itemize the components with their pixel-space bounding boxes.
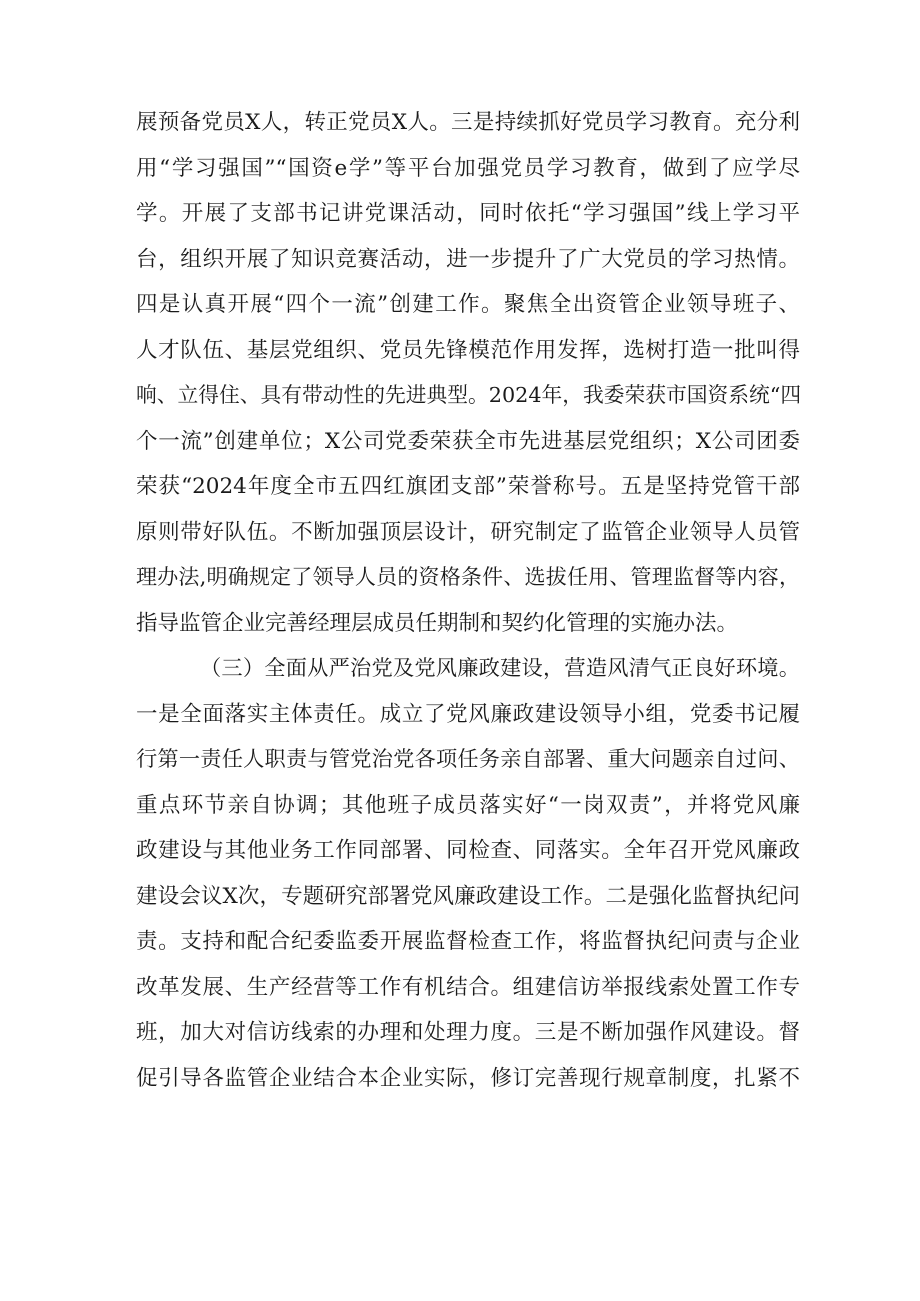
text-line: 改革发展、生产经营等工作有机结合。组建信访举报线索处置工作专 [136,974,800,1000]
text-line: 原则带好队伍。不断加强顶层设计，研究制定了监管企业领导人员管 [136,519,800,545]
text-line: 用“学习强国”“国资e学”等平台加强党员学习教育，做到了应学尽 [136,155,800,181]
text-line: 一是全面落实主体责任。成立了党风廉政建设领导小组，党委书记履 [136,701,800,727]
text-line: 责。支持和配合纪委监委开展监督检查工作，将监督执纪问责与企业 [136,929,800,954]
text-line: 台，组织开展了知识竞赛活动，进一步提升了广大党员的学习热情。 [136,246,800,272]
text-line: 指导监管企业完善经理层成员任期制和契约化管理的实施办法。 [136,610,739,636]
text-line: 促引导各监管企业结合本企业实际，修订完善现行规章制度，扎紧不 [136,1065,800,1091]
section-heading: （三）全面从严治党及党风廉政建设，营造风清气正良好环境。 [200,656,800,681]
text-line: 人才队伍、基层党组织、党员先锋模范作用发挥，选树打造一批叫得 [136,337,800,363]
text-line: 理办法,明确规定了领导人员的资格条件、选拔任用、管理监督等内容， [136,565,800,589]
text-line: 四是认真开展“四个一流”创建工作。聚焦全出资管企业领导班子、 [136,292,800,317]
text-line: 展预备党员X人，转正党员X人。三是持续抓好党员学习教育。充分利 [136,110,800,135]
text-line: 响、立得住、具有带动性的先进典型。2024年，我委荣获市国资系统“四 [136,383,802,407]
text-line: 重点环节亲自协调；其他班子成员落实好“一岗双责”，并将党风廉 [136,792,800,818]
text-line: 荣获“2024年度全市五四红旗团支部”荣誉称号。五是坚持党管干部 [136,474,800,499]
text-line: 学。开展了支部书记讲党课活动，同时依托“学习强国”线上学习平 [136,201,800,226]
text-line: 行第一责任人职责与管党治党各项任务亲自部署、重大问题亲自过问、 [136,747,800,772]
text-line: 班，加大对信访线索的办理和处理力度。三是不断加强作风建设。督 [136,1020,800,1045]
text-line: 个一流”创建单位；X公司党委荣获全市先进基层党组织；X公司团委 [136,428,800,454]
text-line: 建设会议X次，专题研究部署党风廉政建设工作。二是强化监督执纪问 [136,883,800,909]
text-line: 政建设与其他业务工作同部署、同检查、同落实。全年召开党风廉政 [136,838,800,863]
document-body [136,100,800,1101]
